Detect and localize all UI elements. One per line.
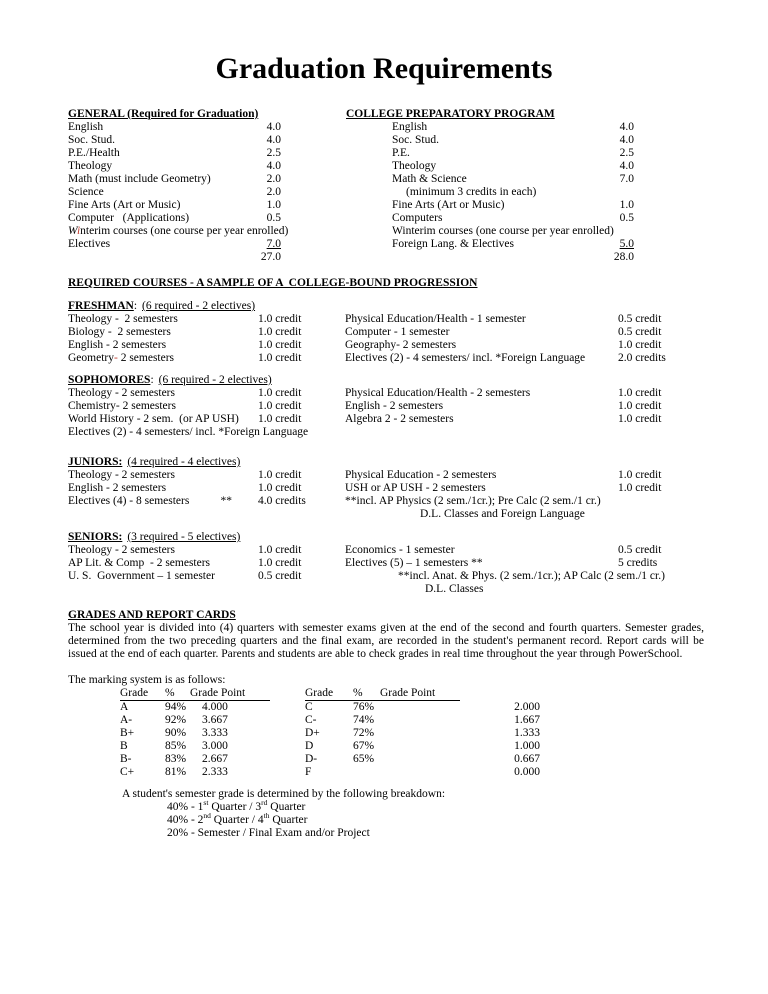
winterim-i: i: [76, 225, 81, 237]
credit-value: 1.0 credit: [258, 482, 302, 494]
credit-value: 5 credits: [618, 557, 658, 569]
credit-value: 0.5 credit: [258, 570, 302, 582]
course-label: English: [392, 121, 428, 133]
list-item: [68, 160, 281, 173]
credit-value: 1.0 credit: [258, 387, 302, 399]
course-row: [68, 339, 718, 352]
text-part: 20% - Semester / Final Exam and/or Project: [167, 827, 370, 839]
course-row: [68, 352, 718, 365]
credit-value: 0.5 credit: [618, 326, 662, 338]
breakdown-line: [167, 811, 370, 827]
footnote-text: **incl. Anat. & Phys. (2 sem./1cr.); AP Calc (2 sem./1 cr.): [398, 570, 665, 582]
general-requirements-list: [68, 108, 289, 264]
credit-value: 4.0: [619, 160, 634, 172]
course-label: Electives (2) - 4 semesters/ incl. *Foreign Language: [345, 352, 586, 364]
course-label: World History - 2 sem. (or AP USH): [68, 413, 239, 425]
col-header-percent: %: [353, 687, 363, 699]
percent-cell: 81%: [165, 766, 187, 778]
course-label: Theology - 2 semesters: [68, 544, 175, 556]
footnote-text: **incl. AP Physics (2 sem./1cr.); Pre Calc (2 sem./1 cr.): [345, 495, 601, 507]
credit-value: 0.5 credit: [618, 544, 662, 556]
credit-value: 2.0: [266, 173, 281, 185]
credit-value: 1.0 credit: [258, 326, 302, 338]
col-header-grade: Grade: [305, 687, 334, 699]
course-label: Science: [68, 186, 104, 198]
credit-value: 0.5 credit: [618, 313, 662, 325]
ordinal-suffix: th: [263, 811, 270, 821]
col-header-gradepoint: Grade Point: [380, 687, 436, 699]
course-label: English - 2 semesters: [68, 482, 167, 494]
percent-cell: 74%: [353, 714, 375, 726]
credit-value: 1.0 credit: [618, 400, 662, 412]
credit-value: 1.0 credit: [258, 352, 302, 364]
grade-cell: D+: [305, 727, 320, 739]
course-label: Geography- 2 semesters: [345, 339, 457, 351]
course-row: [68, 426, 718, 439]
list-item-electives: [68, 238, 281, 251]
gradepoint-cell: 2.667: [202, 753, 228, 765]
credit-value: 2.0 credits: [618, 352, 666, 364]
course-label: Theology - 2 semesters: [68, 469, 175, 481]
course-label: English: [68, 121, 104, 133]
list-item: [346, 147, 634, 160]
credit-value: 1.0 credit: [258, 544, 302, 556]
gradepoint-cell: 1.667: [514, 714, 540, 726]
course-label: Fine Arts (Art or Music): [392, 199, 505, 211]
course-label: [68, 225, 288, 238]
course-label: Computers: [392, 212, 443, 224]
credit-value: 1.0 credit: [618, 339, 662, 351]
section-freshman: [68, 300, 718, 365]
section-subtitle: (4 required - 4 electives): [127, 456, 241, 468]
text-part: Quarter / 3: [208, 801, 262, 813]
credit-value: 1.0 credit: [258, 313, 302, 325]
list-item-total: [346, 251, 634, 264]
credit-value: 1.0 credit: [258, 413, 302, 425]
section-name: SENIORS:: [68, 531, 123, 543]
course-label: Chemistry- 2 semesters: [68, 400, 176, 412]
gradepoint-cell: 2.333: [202, 766, 228, 778]
course-label: Winterim courses (one course per year enrolled): [392, 225, 614, 237]
course-row: [68, 413, 718, 426]
course-label: Algebra 2 - 2 semesters: [345, 413, 454, 425]
credit-value: 1.0 credit: [258, 469, 302, 481]
label-part: Geometry: [68, 352, 114, 364]
total-value: 28.0: [613, 251, 634, 263]
gradepoint-cell: 3.333: [202, 727, 228, 739]
grade-cell: C-: [305, 714, 317, 726]
ordinal-suffix: nd: [203, 811, 211, 821]
course-label: Electives: [68, 238, 111, 250]
label-part: 2 semesters: [117, 352, 175, 364]
course-label: Foreign Lang. & Electives: [392, 238, 514, 250]
credit-value: 1.0 credit: [258, 400, 302, 412]
table-row: [120, 766, 540, 779]
list-item-note: [346, 186, 634, 199]
percent-cell: 83%: [165, 753, 187, 765]
gradepoint-cell: 0.667: [514, 753, 540, 765]
list-item: [68, 147, 281, 160]
table-row: [120, 740, 540, 753]
course-label: Physical Education - 2 semesters: [345, 469, 497, 481]
col-header-percent: %: [165, 687, 175, 699]
list-item: [346, 212, 634, 225]
list-item: [68, 121, 281, 134]
gradepoint-cell: 1.000: [514, 740, 540, 752]
course-label: Computer (Applications): [68, 212, 190, 224]
gradepoint-cell: 4.000: [202, 701, 228, 713]
list-item: [346, 121, 634, 134]
label-part: Electives (4) - 8 semesters: [68, 495, 190, 507]
course-label: English - 2 semesters: [345, 400, 444, 412]
section-header: [68, 531, 718, 544]
grades-header: GRADES AND REPORT CARDS: [68, 609, 236, 621]
text-part: 40% - 1: [167, 801, 204, 813]
course-row: [68, 387, 718, 400]
course-row: [68, 469, 718, 482]
credit-value: 4.0 credits: [258, 495, 306, 507]
section-name: SOPHOMORES: [68, 374, 151, 386]
section-header: [68, 300, 718, 313]
credit-value: 4.0: [619, 134, 634, 146]
list-item: [346, 134, 634, 147]
course-label: Physical Education/Health - 2 semesters: [345, 387, 531, 399]
page-title: Graduation Requirements: [215, 52, 553, 85]
credit-value: 1.0 credit: [618, 387, 662, 399]
college-prep-header: COLLEGE PREPARATORY PROGRAM: [346, 108, 555, 120]
section-name: JUNIORS:: [68, 456, 123, 468]
percent-cell: 94%: [165, 701, 187, 713]
credit-value: 2.5: [619, 147, 634, 159]
credit-value: 1.0 credit: [618, 413, 662, 425]
header-group-right: [305, 687, 460, 701]
course-label: Soc. Stud.: [392, 134, 439, 146]
course-row: [68, 570, 718, 583]
gradepoint-cell: 3.000: [202, 740, 228, 752]
course-row: [68, 557, 718, 570]
marking-table-header: [120, 687, 580, 700]
gradepoint-cell: 0.000: [514, 766, 540, 778]
credit-value: 4.0: [266, 121, 281, 133]
breakdown-intro: A student's semester grade is determined by the following breakdown:: [122, 788, 446, 800]
section-subtitle: (6 required - 2 electives): [158, 374, 272, 386]
footnote-text: D.L. Classes and Foreign Language: [420, 508, 585, 520]
list-item: [68, 199, 281, 212]
course-label: Physical Education/Health - 1 semester: [345, 313, 526, 325]
course-label: English - 2 semesters: [68, 339, 167, 351]
winterim-w: W: [68, 225, 77, 237]
grade-cell: B+: [120, 727, 135, 739]
credit-value: 4.0: [266, 134, 281, 146]
winterim-rest: nterim courses (one course per year enrolled): [80, 225, 289, 237]
percent-cell: 67%: [353, 740, 375, 752]
course-row: [68, 400, 718, 413]
text-part: Quarter / 4: [210, 814, 264, 826]
percent-cell: 90%: [165, 727, 187, 739]
course-label: Electives (5) – 1 semesters **: [345, 557, 483, 569]
grade-cell: C: [305, 701, 313, 713]
table-row: [120, 753, 540, 766]
credit-value: 7.0: [619, 173, 634, 185]
spacer: [68, 251, 247, 264]
total-value: 27.0: [260, 251, 281, 263]
section-colon: :: [150, 374, 154, 386]
general-header: GENERAL (Required for Graduation): [68, 108, 259, 120]
credit-value: 1.0: [619, 199, 634, 211]
list-item-winterim: [346, 225, 634, 238]
breakdown-list: [167, 798, 370, 840]
text-part: 40% - 2: [167, 814, 204, 826]
list-item-winterim: [68, 225, 289, 238]
course-label: P.E.: [392, 147, 410, 159]
course-label: Biology - 2 semesters: [68, 326, 171, 338]
label-hyphen-red: -: [113, 352, 118, 364]
credit-value: 1.0 credit: [618, 469, 662, 481]
grade-cell: B-: [120, 753, 132, 765]
credit-value: 2.5: [266, 147, 281, 159]
percent-cell: 76%: [353, 701, 375, 713]
course-label: Math (must include Geometry): [68, 173, 211, 185]
credit-value: 1.0 credit: [258, 557, 302, 569]
grade-cell: D: [305, 740, 314, 752]
table-row: [120, 727, 540, 740]
col-header-grade: Grade: [120, 687, 149, 699]
course-row: [68, 544, 718, 557]
grade-cell: A-: [120, 714, 133, 726]
course-row: [68, 508, 718, 521]
text-part: Quarter: [269, 814, 308, 826]
section-juniors: [68, 456, 718, 521]
required-courses-header: REQUIRED COURSES - A SAMPLE OF A COLLEGE-BOUND PROGRESSION: [68, 277, 478, 289]
percent-cell: 92%: [165, 714, 187, 726]
footnote-text: D.L. Classes: [425, 583, 484, 595]
course-row: [68, 583, 718, 596]
credit-value: 0.5: [266, 212, 281, 224]
ordinal-suffix: st: [203, 798, 209, 808]
text-part: Quarter: [267, 801, 306, 813]
course-note: (minimum 3 credits in each): [406, 186, 537, 198]
course-label: USH or AP USH - 2 semesters: [345, 482, 486, 494]
course-row: [68, 495, 718, 508]
credit-value: 0.5: [619, 212, 634, 224]
course-row: [68, 482, 718, 495]
course-row: [68, 326, 718, 339]
list-item: [346, 173, 634, 186]
table-row: [120, 701, 540, 714]
course-label: Soc. Stud.: [68, 134, 115, 146]
course-label: U. S. Government – 1 semester: [68, 570, 215, 582]
section-colon: :: [133, 300, 138, 312]
course-label: Math & Science: [392, 173, 467, 185]
breakdown-line: [167, 827, 370, 840]
gradepoint-cell: 1.333: [514, 727, 540, 739]
gradepoint-cell: 3.667: [202, 714, 228, 726]
table-row: [120, 714, 540, 727]
credit-value: 1.0 credit: [618, 482, 662, 494]
course-label: [68, 352, 258, 365]
course-label: Theology - 2 semesters: [68, 313, 178, 325]
credit-value: 7.0: [266, 238, 281, 250]
list-item-electives: [346, 238, 634, 251]
course-label: Fine Arts (Art or Music): [68, 199, 181, 211]
list-item: [346, 160, 634, 173]
spacer: [346, 251, 600, 264]
course-row: [68, 313, 718, 326]
marking-table: [120, 701, 540, 779]
asterisks: **: [220, 495, 232, 507]
course-label: AP Lit. & Comp - 2 semesters: [68, 557, 211, 569]
ordinal-suffix: rd: [261, 798, 268, 808]
section-seniors: [68, 531, 718, 596]
section-subtitle: (6 required - 2 electives): [142, 300, 256, 312]
section-header: [68, 456, 718, 469]
course-label: Economics - 1 semester: [345, 544, 455, 556]
marking-intro: The marking system is as follows:: [68, 674, 226, 686]
list-item: [68, 212, 281, 225]
percent-cell: 85%: [165, 740, 187, 752]
course-label: Theology: [392, 160, 437, 172]
course-label: Theology: [68, 160, 113, 172]
col-header-gradepoint: Grade Point: [190, 687, 246, 699]
gradepoint-cell: 2.000: [514, 701, 540, 713]
credit-value: [600, 186, 634, 199]
credit-value: 2.0: [266, 186, 281, 198]
percent-cell: 72%: [353, 727, 375, 739]
credit-value: 1.0 credit: [258, 339, 302, 351]
section-sophomores: [68, 374, 718, 439]
list-item: [68, 186, 281, 199]
section-name: FRESHMAN: [68, 300, 134, 312]
list-item: [346, 199, 634, 212]
grade-cell: D-: [305, 753, 318, 765]
grade-cell: B: [120, 740, 128, 752]
course-label-long: Electives (2) - 4 semesters/ incl. *Foreign Language: [68, 426, 309, 438]
credit-value: 5.0: [619, 238, 634, 250]
section-subtitle: (3 required - 5 electives): [127, 531, 241, 543]
grade-cell: A: [120, 701, 129, 713]
course-label: [68, 495, 258, 508]
credit-value: 4.0: [619, 121, 634, 133]
list-item: [68, 173, 281, 186]
list-item-total: [68, 251, 281, 264]
grade-cell: C+: [120, 766, 135, 778]
grade-cell: F: [305, 766, 312, 778]
percent-cell: [353, 766, 420, 779]
percent-cell: 65%: [353, 753, 375, 765]
course-label: P.E./Health: [68, 147, 120, 159]
credit-value: 4.0: [266, 160, 281, 172]
section-header: [68, 374, 718, 387]
course-label: Computer - 1 semester: [345, 326, 450, 338]
list-item: [68, 134, 281, 147]
course-label: Theology - 2 semesters: [68, 387, 175, 399]
grades-paragraph: The school year is divided into (4) quarters with semester exams given at the end of the second and fourth quarters. Semester grades, determined from the two preceding quarters and the final exam, are recorded in the student's permanent record. Report cards will be issued at the end of each quarter. Parents and students are able to check grades in real time throughout the year through PowerSchool.: [68, 622, 704, 660]
credit-value: 1.0: [266, 199, 281, 211]
college-prep-list: [346, 108, 634, 264]
header-group-left: [120, 687, 270, 701]
